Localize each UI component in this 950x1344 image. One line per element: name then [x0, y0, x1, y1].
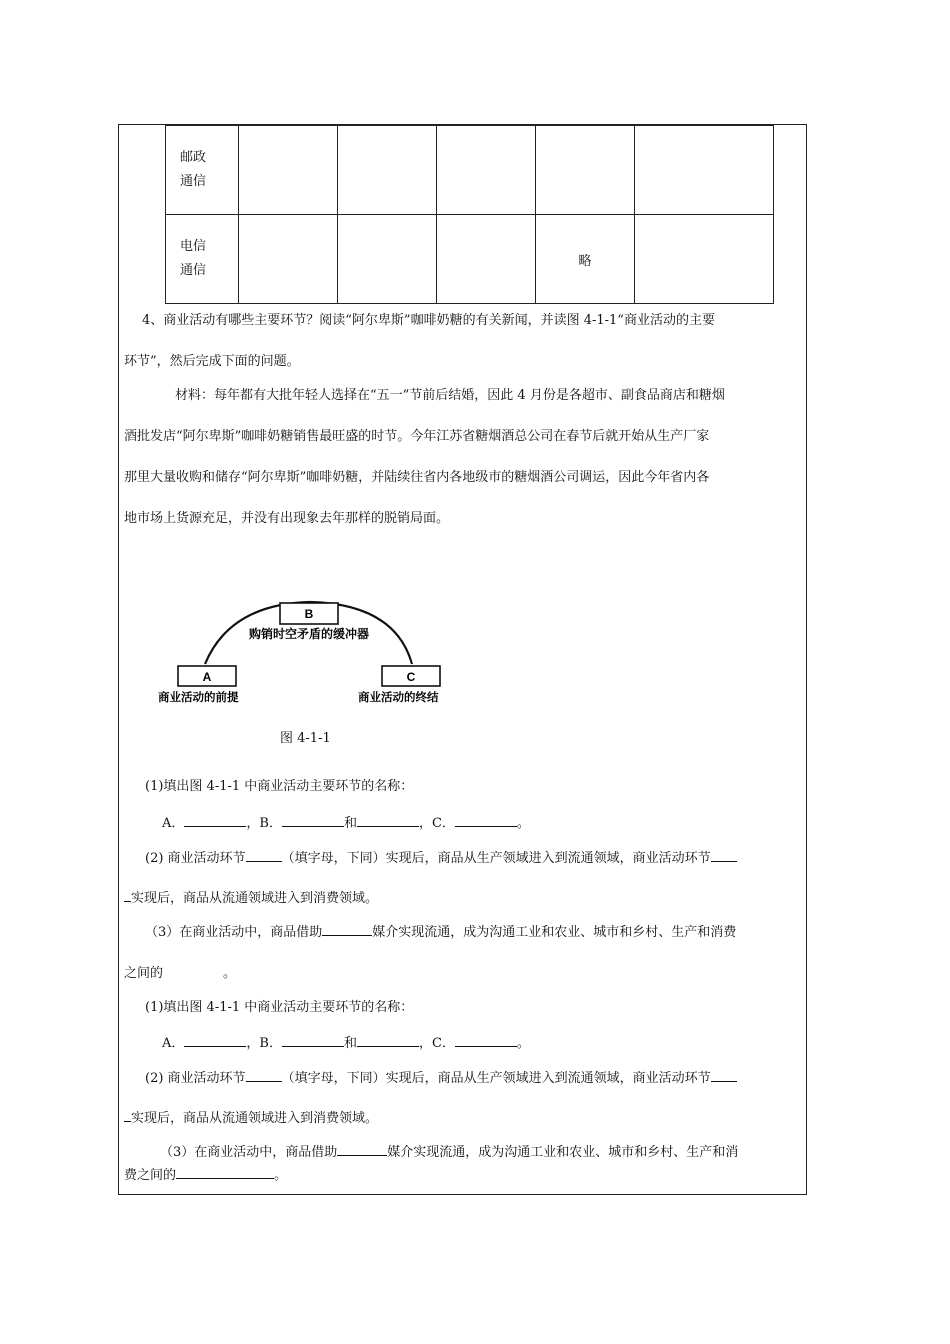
table-cell [437, 126, 536, 215]
q1-answer-line: A． ，B． 和 ，C． 。 [162, 1036, 530, 1051]
blank-c[interactable] [455, 1035, 517, 1047]
table-cell [239, 126, 338, 215]
q3-line2: 费之间的 。 [124, 1168, 288, 1183]
blank-q2-2-tail[interactable] [124, 890, 131, 902]
blank-q2-1[interactable] [246, 850, 282, 862]
table-cell [635, 126, 774, 215]
blank-q2-1[interactable] [246, 1070, 282, 1082]
q2-line2: 实现后，商品从流通领域进入到消费领域。 [124, 887, 378, 906]
box-c-letter: C [406, 670, 416, 684]
blank-q3-1[interactable] [337, 1144, 387, 1156]
material-line1: 材料：每年都有大批年轻人选择在“五一”节前后结婚，因此 4 月份是各超市、副食品商店和糖烟 [175, 388, 725, 403]
row-label: 邮政 通信 [166, 126, 239, 215]
q2-line1: (2) 商业活动环节 （填字母，下同）实现后，商品从生产领域进入到流通领域，商业活动环节 [145, 1067, 737, 1086]
table-cell [338, 126, 437, 215]
table-cell: 略 [536, 215, 635, 304]
q3-line1: （3）在商业活动中，商品借助 媒介实现流通，成为沟通工业和农业、城市和乡村、生产和消费 [145, 925, 737, 940]
table-cell [338, 215, 437, 304]
blank-q2-2[interactable] [711, 850, 737, 862]
q3-line1: （3）在商业活动中，商品借助 媒介实现流通，成为沟通工业和农业、城市和乡村、生产和消 [160, 1145, 739, 1160]
commerce-cycle-diagram [150, 596, 470, 708]
blank-q3-1[interactable] [322, 924, 372, 936]
table-cell [437, 215, 536, 304]
label-b: 购销时空矛盾的缓冲器 [248, 627, 370, 641]
figure-caption: 图 4-1-1 [280, 731, 331, 746]
q1-prompt: (1)填出图 4-1-1 中商业活动主要环节的名称： [145, 1000, 414, 1015]
table-cell [239, 215, 338, 304]
q2-line1: (2) 商业活动环节 （填字母，下同）实现后，商品从生产领域进入到流通领域，商业活动环节 [145, 847, 737, 866]
material-line4: 地市场上货源充足，并没有出现象去年那样的脱销局面。 [124, 511, 450, 526]
blank-b2[interactable] [357, 815, 419, 827]
blank-q2-2-tail[interactable] [124, 1110, 131, 1122]
blank-a[interactable] [184, 1035, 246, 1047]
table-row [166, 215, 774, 304]
q1-prompt: (1)填出图 4-1-1 中商业活动主要环节的名称： [145, 779, 414, 794]
table-cell [635, 215, 774, 304]
blank-a[interactable] [184, 815, 246, 827]
label-a: 商业活动的前提 [158, 690, 239, 704]
material-line3: 那里大量收购和储存“阿尔卑斯”咖啡奶糖，并陆续往省内各地级市的糖烟酒公司调运，因此今年省内各 [124, 470, 710, 485]
box-b-letter: B [304, 607, 314, 621]
blank-b1[interactable] [282, 815, 344, 827]
question-4-line1: 4、商业活动有哪些主要环节？阅读“阿尔卑斯”咖啡奶糖的有关新闻，并读图 4-1-1“商业活动的主要 [142, 313, 715, 328]
comparison-table [165, 125, 774, 304]
blank-q2-2[interactable] [711, 1070, 737, 1082]
q3-line2: 之间的 。 [124, 966, 237, 981]
material-line2: 酒批发店“阿尔卑斯”咖啡奶糖销售最旺盛的时节。今年江苏省糖烟酒总公司在春节后就开始从生产厂家 [124, 429, 710, 444]
box-a-letter: A [202, 670, 212, 684]
table-cell [536, 126, 635, 215]
blank-q3-2[interactable] [176, 1167, 274, 1179]
label-c: 商业活动的终结 [358, 690, 439, 704]
q1-answer-line: A． ，B． 和 ，C． 。 [162, 816, 530, 831]
blank-b2[interactable] [357, 1035, 419, 1047]
row-label: 电信 通信 [166, 215, 239, 304]
table-row [166, 126, 774, 215]
blank-c[interactable] [455, 815, 517, 827]
q2-line2: 实现后，商品从流通领域进入到消费领域。 [124, 1107, 378, 1126]
question-4-line2: 环节”，然后完成下面的问题。 [124, 354, 300, 369]
blank-b1[interactable] [282, 1035, 344, 1047]
